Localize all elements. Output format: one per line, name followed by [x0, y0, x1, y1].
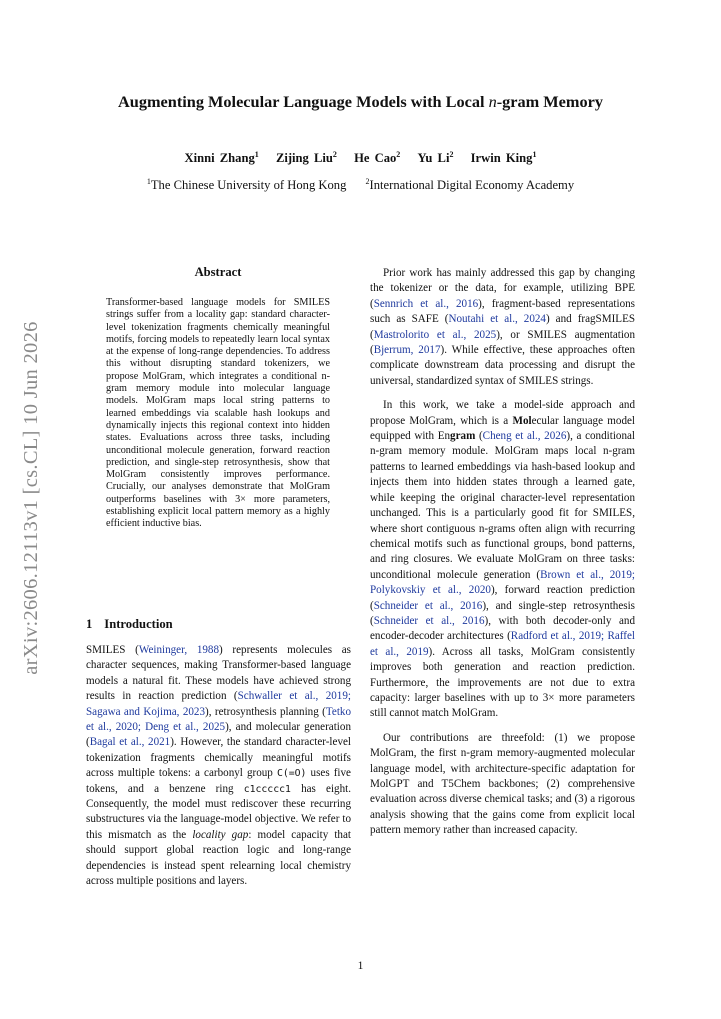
smiles-code: C(=O): [276, 768, 307, 780]
intro-paragraph: Prior work has mainly addressed this gap by changing the tokenizer or the data, for example, utilizing BPE (Sennrich et al., 2016), fragment-based representations such as SAFE (Noutahi et al., 2024) and fragSMILES (Mastrolorito et al., 2025), or SMILES augmentation (Bjerrum, 2017). While effective, these approaches often complicate downstream data processing and disrupt the universal, standardized syntax of SMILES strings.: [370, 267, 636, 387]
citation-link[interactable]: Radford et al., 2019: [510, 630, 602, 643]
smiles-code: c1ccccc1: [243, 783, 291, 795]
abstract-body: Transformer-based language models for SMILES strings suffer from a locality gap: standard character-level tokenization fragments chemically meaningful motifs, forcing models to repeatedly learn local syntax at the expense of long-range dependencies. To address this without disrupting standard tokenizers, we propose MolGram, which integrates a conditional n-gram memory module into molecular language models. MolGram maps local string patterns to learned embeddings via scalable hash lookups and dynamically injects this regional context into hidden states. Evaluations across three tasks, including unconditional molecule generation, forward reaction prediction, and single-step retrosynthesis, show that MolGram consistently improves performance. Crucially, our analyses demonstrate that MolGram outperforms baselines with 3× more parameters, establishing explicit local pattern memory as a highly efficient inductive bias.: [106, 297, 330, 530]
section-title: Introduction: [104, 617, 173, 631]
title-text-post: -gram Memory: [496, 92, 603, 111]
citation-link[interactable]: Cheng et al., 2026: [482, 430, 567, 443]
citation-link[interactable]: Weininger, 1988: [138, 644, 220, 656]
intro-right-column: [370, 266, 635, 848]
citation-link[interactable]: Brown et al., 2019: [540, 568, 632, 581]
emphasis-term: locality gap: [192, 828, 249, 841]
author-list: [0, 150, 721, 166]
author-name: Yu Li: [417, 151, 450, 166]
citation-link[interactable]: Raffel et al., 2019: [370, 630, 636, 658]
section-heading: [86, 617, 185, 632]
section-number: 1: [86, 617, 93, 631]
author: [354, 151, 400, 165]
affiliation-name: The Chinese University of Hong Kong: [150, 178, 347, 193]
citation-link[interactable]: Polykovskiy et al., 2020: [370, 584, 491, 597]
author: [471, 151, 537, 165]
citation-link[interactable]: Tetko et al., 2020: [86, 705, 351, 734]
abstract-heading: Abstract: [194, 265, 242, 279]
arxiv-stamp: arXiv:2606.12113v1 [cs.CL] 10 Jun 2026: [20, 321, 42, 675]
citation-link[interactable]: Noutahi et al., 2024: [448, 313, 546, 326]
citation-link[interactable]: Mastrolorito et al., 2025: [373, 328, 497, 341]
author-affil-mark: 1: [532, 150, 537, 159]
title-n-variable: n: [488, 92, 497, 111]
author-name: He Cao: [354, 151, 397, 166]
page-number: 1: [357, 960, 364, 972]
paper-title: [0, 92, 721, 112]
author: [276, 151, 337, 165]
citation-link[interactable]: Schneider et al., 2016: [373, 599, 483, 612]
author-name: Zijing Liu: [275, 151, 333, 166]
intro-paragraph: SMILES (Weininger, 1988) represents molecules as character sequences, making Transformer-based language models a natural fit. These models have achieved strong results in reaction prediction (Schwaller et al., 2019; Sagawa and Kojima, 2023), retrosynthesis planning (Tetko et al., 2020; Deng et al., 2025), and molecular generation (Bagal et al., 2021). However, the standard character-level tokenization fragments chemically meaningful motifs across multiple tokens: a carbonyl group C(=O) uses five tokens, and a benzene ring c1ccccc1 has eight. Consequently, the model must rediscover these recurring substructures via the language-model objective. We refer to this mismatch as the locality gap: model capacity that should support global reaction logic and long-range dependencies is instead spent relearning local chemistry across multiple positions and layers.: [86, 644, 352, 888]
author-affil-mark: 1: [254, 150, 259, 159]
author-name: Xinni Zhang: [184, 151, 255, 166]
affiliation: [147, 178, 347, 192]
intro-paragraph: In this work, we take a model-side approach and propose MolGram, which is a Molecular language model equipped with Engram (Cheng et al., 2026), a conditional n-gram memory module. MolGram maps local n-gram patterns to learned embeddings via hash-based lookup and injects them into hidden states through a learned gate, while keeping the original character-level representation unchanged. This is a particularly good fit for SMILES, where short contiguous n-grams often align with recurring chemical motifs such as functional groups, bond patterns, and ring closures. We evaluate MolGram on three tasks: unconditional molecule generation (Brown et al., 2019; Polykovskiy et al., 2020), forward reaction prediction (Schneider et al., 2016), and single-step retrosynthesis (Schneider et al., 2016), with both decoder-only and encoder-decoder architectures (Radford et al., 2019; Raffel et al., 2019). Across all tasks, MolGram consistently improves both generation and reaction prediction. Furthermore, the improvements are not due to extra capacity: larger baselines with up to 3× more parameters still cannot match MolGram.: [370, 399, 636, 720]
affiliation-name: International Digital Economy Academy: [369, 178, 575, 193]
intro-left-column: [86, 643, 351, 890]
author-affil-mark: 2: [332, 150, 337, 159]
intro-paragraph: Our contributions are threefold: (1) we propose MolGram, the first n-gram memory-augmented molecular language model, with architecture-specific adaptation for MolGPT and T5Chem backbones; (2) comprehensive evaluation across diverse chemical tasks; and (3) a rigorous analysis showing that the gains come from explicit local pattern memory rather than increased capacity.: [370, 731, 635, 837]
affiliation: [366, 178, 575, 192]
citation-link[interactable]: Sagawa and Kojima, 2023: [86, 705, 206, 718]
citation-link[interactable]: Bjerrum, 2017: [373, 344, 441, 357]
citation-link[interactable]: Schneider et al., 2016: [373, 614, 485, 627]
author-affil-mark: 2: [396, 150, 401, 159]
title-text-pre: Augmenting Molecular Language Models with Local: [118, 92, 489, 111]
citation-link[interactable]: Sennrich et al., 2016: [373, 297, 479, 310]
author: [185, 151, 259, 165]
affiliation-mark: 2: [365, 177, 370, 186]
citation-link[interactable]: Bagal et al., 2021: [89, 736, 171, 749]
author: [417, 151, 453, 165]
author-name: Irwin King: [470, 151, 533, 166]
author-affil-mark: 2: [449, 150, 454, 159]
affiliation-mark: 1: [146, 177, 151, 186]
citation-link[interactable]: Schwaller et al., 2019: [237, 690, 348, 703]
citation-link[interactable]: Deng et al., 2025: [145, 721, 226, 734]
affiliation-list: [0, 177, 721, 193]
